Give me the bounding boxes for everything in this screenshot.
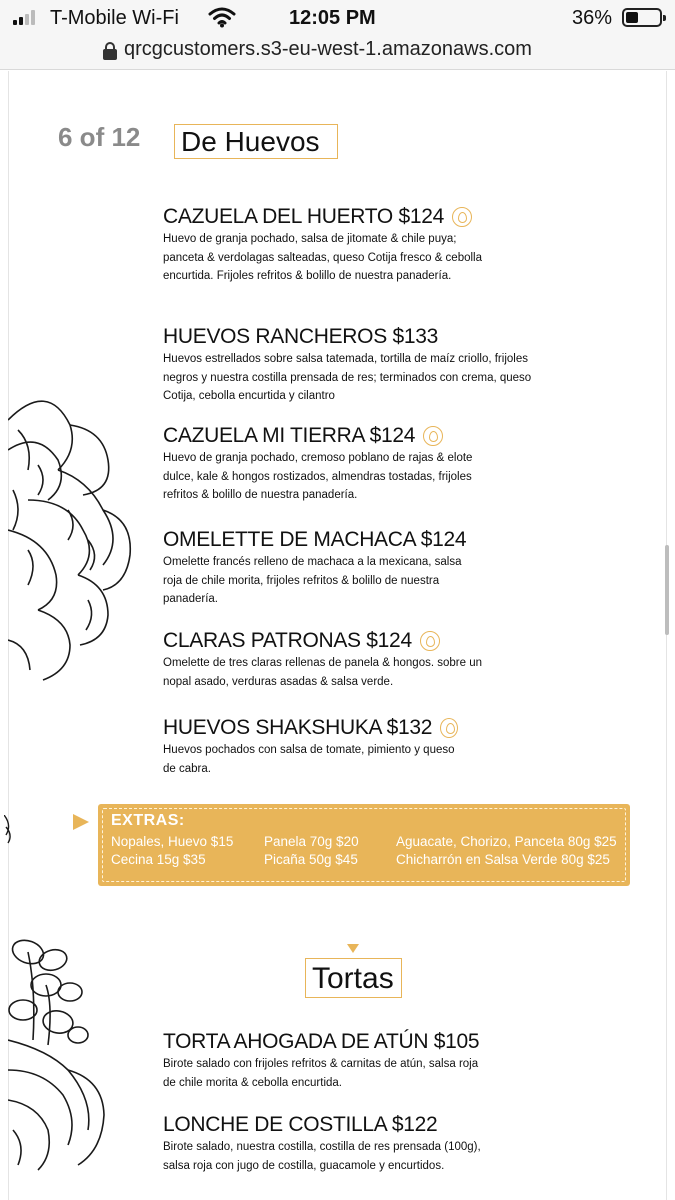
berry-branch-illustration [8,930,108,1180]
menu-item [163,424,503,505]
menu-item [163,1113,508,1175]
vegetarian-icon [420,631,440,651]
menu-item [163,325,533,406]
carrier-label: T-Mobile Wi-Fi [50,7,179,29]
item-description: Birote salado, nuestra costilla, costilla de res prensada (100g), salsa roja con jugo de costilla, guacamole y encurtidos. [163,1141,481,1172]
extra-item: Chicharrón en Salsa Verde 80g $25 [396,852,610,867]
item-name: OMELETTE DE MACHACA $124 [163,528,467,551]
address-bar[interactable] [0,34,675,70]
item-description: Birote salado con frijoles refritos & carnitas de atún, salsa roja de chile morita & cebolla encurtida. [163,1058,479,1089]
clock: 12:05 PM [289,7,376,29]
vegetarian-icon [440,718,458,738]
extra-item: Cecina 15g $35 [111,852,206,867]
down-arrow-icon [347,944,359,953]
menu-item [163,528,468,609]
item-name: LONCHE DE COSTILLA $122 [163,1113,438,1136]
battery-percent: 36% [572,7,613,29]
battery-icon [622,8,662,27]
extra-item: Aguacate, Chorizo, Panceta 80g $25 [396,834,617,849]
page-edge [666,71,667,1200]
item-description: Omelette francés relleno de machaca a la mexicana, salsa roja de chile morita, frijoles refritos & bolillo de nuestra panadería. [163,556,462,605]
menu-item [163,629,483,691]
item-description: Huevos pochados con salsa de tomate, pimiento y queso de cabra. [163,744,455,775]
menu-item [163,716,458,778]
extra-item: Picaña 50g $45 [264,852,358,867]
menu-item [163,205,493,286]
item-description: Huevo de granja pochado, salsa de jitomate & chile puya; panceta & verdolagas salteadas, queso Cotija fresco & cebolla encurtida. Frijoles refritos & bolillo de nuestra panadería. [163,233,483,282]
leaf-illustration [4,815,14,845]
status-bar [0,0,675,34]
wifi-icon [208,6,236,28]
flower-illustration [8,390,138,690]
vegetarian-icon [423,426,443,446]
lock-icon [103,42,117,60]
item-description: Omelette de tres claras rellenas de panela & hongos. sobre un nopal asado, verduras asadas & salsa verde. [163,657,482,688]
menu-item [163,1030,493,1092]
url-text[interactable]: qrcgcustomers.s3-eu-west-1.amazonaws.com [124,38,532,60]
extra-item: Nopales, Huevo $15 [111,834,234,849]
item-name: CAZUELA MI TIERRA $124 [163,424,416,447]
extras-title: EXTRAS: [111,812,185,829]
vegetarian-icon [452,207,472,227]
page-counter: 6 of 12 [58,122,141,152]
signal-icon [13,10,35,25]
item-name: TORTA AHOGADA DE ATÚN $105 [163,1030,480,1053]
item-description: Huevo de granja pochado, cremoso poblano de rajas & elote dulce, kale & hongos rostizados, almendras tostadas, frijoles refritos & bolillo de nuestra panadería. [163,452,473,501]
item-name: HUEVOS SHAKSHUKA $132 [163,716,433,739]
item-description: Huevos estrellados sobre salsa tatemada, tortilla de maíz criollo, frijoles negros y nuestra costilla prensada de res; terminados con crema, queso Cotija, cebolla encurtida y cilantro [163,353,532,402]
item-name: CLARAS PATRONAS $124 [163,629,412,652]
scrollbar[interactable] [665,545,669,635]
section-title-huevos: De Huevos [174,124,338,159]
item-name: HUEVOS RANCHEROS $133 [163,325,438,348]
extra-item: Panela 70g $20 [264,834,359,849]
pointer-arrow-icon [73,814,89,830]
section-title-tortas: Tortas [305,958,402,998]
item-name: CAZUELA DEL HUERTO $124 [163,205,444,228]
